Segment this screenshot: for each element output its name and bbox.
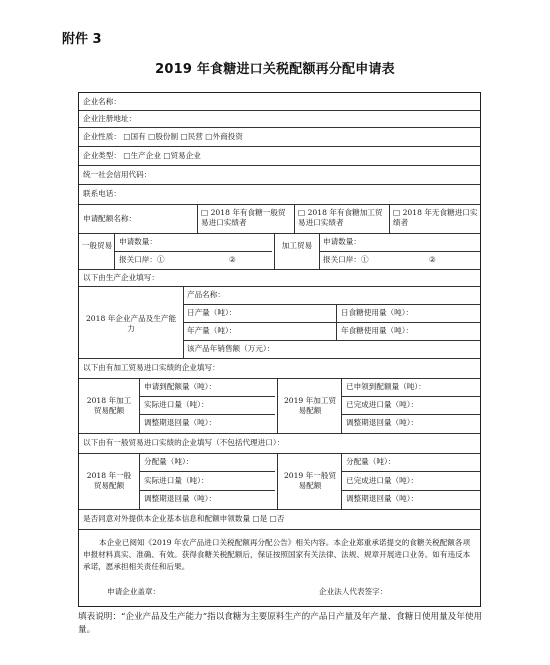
general-section-label: 以下由有一般贸易进口实绩的企业填写（不包括代理进口）： [83, 438, 285, 447]
col-rule [389, 204, 390, 233]
cell-rule [139, 414, 275, 415]
legal-rep-signature-label: 企业法人代表签字： [319, 587, 388, 596]
row-rule [79, 286, 480, 287]
option-processing-trade: □ 2018 年有食糖加工贸易进口实绩者 [298, 208, 383, 227]
col-rule [294, 204, 295, 233]
adjust-return-2019-label: 调整期退回量（吨）： [346, 418, 419, 427]
processing-qty-label: 申请数量： [323, 237, 361, 246]
cell-rule [341, 490, 480, 491]
col-rule [183, 286, 184, 358]
col-rule [319, 233, 320, 269]
col-rule [277, 453, 278, 509]
annual-output-label: 年产量（吨）： [187, 326, 237, 335]
row-rule [79, 433, 480, 434]
col-rule [341, 453, 342, 509]
allocated-label: 分配量（吨）： [144, 457, 194, 466]
row-rule [79, 165, 480, 166]
col-rule [274, 233, 275, 269]
cell-rule [341, 471, 480, 472]
sales-label: 该产品年销售额（万元）： [187, 344, 275, 353]
processing-2019-label: 2019 年加工贸易配额 [283, 396, 337, 415]
cell-rule [183, 322, 480, 323]
filling-instructions: 填表说明：“企业产品及生产能力”指以食糖为主要原料生产的产品日产量及年产量、食糖日使用量及年使用量。 [78, 612, 483, 635]
cell-rule [139, 471, 275, 472]
row-rule [79, 269, 480, 270]
general-adjust-2019-label: 调整期退回量（吨）： [346, 494, 419, 503]
processing-port-2: ② [429, 255, 436, 264]
col-rule [341, 378, 342, 433]
company-type-label: 企业类型： □生产企业 □贸易企业 [83, 151, 201, 160]
cell-rule [341, 414, 480, 415]
general-trade-label: 一般贸易 [81, 241, 113, 250]
general-qty-label: 申请数量： [119, 237, 157, 246]
daily-output-label: 日产量（吨）： [187, 308, 237, 317]
product-name-label: 产品名称： [187, 290, 225, 299]
row-rule [79, 184, 480, 185]
row-rule [79, 233, 480, 234]
general-port-2: ② [229, 255, 236, 264]
annual-sugar-label: 年食糖使用量（吨）： [341, 326, 414, 335]
option-general-trade: □ 2018 年有食糖一般贸易进口实绩者 [201, 208, 286, 227]
adjust-return-label: 调整期退回量（吨）： [144, 418, 217, 427]
actual-import-label: 实际进口量（吨）： [144, 400, 209, 409]
processing-2018-label: 2018 年加工贸易配额 [86, 396, 132, 415]
consent-question: 是否同意对外提供本企业基本信息和配额申领数量 □是 □否 [83, 514, 285, 523]
company-seal-label: 申请企业盖章： [107, 587, 161, 596]
col-rule [114, 233, 115, 269]
row-rule [79, 529, 480, 530]
received-quota-label: 已申领到配额量（吨）： [346, 382, 426, 391]
general-completed-label: 已完成进口量（吨）： [346, 476, 419, 485]
capacity-label: 2018 年企业产品及生产能力 [85, 314, 177, 333]
cell-rule [139, 490, 275, 491]
cell-rule [114, 251, 272, 252]
processing-section-label: 以下由有加工贸易进口实绩的企业填写： [83, 363, 220, 372]
attachment-label: 附件 3 [62, 32, 102, 47]
applied-quota-label: 申请到配额量（吨）： [144, 382, 217, 391]
completed-import-label: 已完成进口量（吨）： [346, 400, 419, 409]
general-port-label: 报关口岸：① [119, 255, 165, 264]
processing-trade-label: 加工贸易 [281, 241, 313, 250]
registered-address-label: 企业注册地址： [83, 114, 137, 123]
cell-rule [183, 340, 480, 341]
cell-rule [319, 251, 480, 252]
col-rule [277, 378, 278, 433]
daily-sugar-label: 日食糖使用量（吨）： [341, 308, 414, 317]
general-2018-label: 2018 年一般贸易配额 [86, 471, 132, 490]
col-rule [139, 378, 140, 433]
phone-label: 联系电话： [83, 189, 121, 198]
option-no-record: □ 2018 年无食糖进口实绩者 [393, 208, 478, 227]
general-adjust-label: 调整期退回量（吨）： [144, 494, 217, 503]
producer-section-label: 以下由生产企业填写： [83, 273, 159, 282]
declaration-text: 本企业已阅知《2019 年农产品进口关税配额再分配公告》相关内容。本企业郑重承诺提交的食糖关税配额各项申报材料真实、准确、有效。获得食糖关税配额后，保证按照国家有关法律、法规、规章开展进口业务。如有违反本承诺，愿承担相关责任和后果。 [83, 538, 471, 571]
row-rule [79, 127, 480, 128]
row-rule [79, 110, 480, 111]
cell-rule [183, 304, 480, 305]
col-rule [139, 453, 140, 509]
cell-rule [139, 396, 275, 397]
processing-port-label: 报关口岸：① [323, 255, 369, 264]
row-rule [79, 358, 480, 359]
company-name-label: 企业名称： [83, 97, 121, 106]
row-rule [79, 146, 480, 147]
credit-code-label: 统一社会信用代码： [83, 170, 152, 179]
quota-name-label: 申请配额名称： [83, 214, 137, 223]
form-title: 2019 年食糖进口关税配额再分配申请表 [155, 62, 395, 77]
company-nature-label: 企业性质： □国有 □股份制 □民营 □外商投资 [83, 132, 243, 141]
general-actual-label: 实际进口量（吨）： [144, 476, 209, 485]
row-rule [79, 509, 480, 510]
cell-rule [341, 396, 480, 397]
row-rule [79, 204, 480, 205]
col-rule [197, 204, 198, 233]
col-rule [336, 304, 337, 340]
general-2019-label: 2019 年一般贸易配额 [283, 471, 337, 490]
allocated-2019-label: 分配量（吨）： [346, 457, 396, 466]
application-form-table [78, 92, 481, 607]
